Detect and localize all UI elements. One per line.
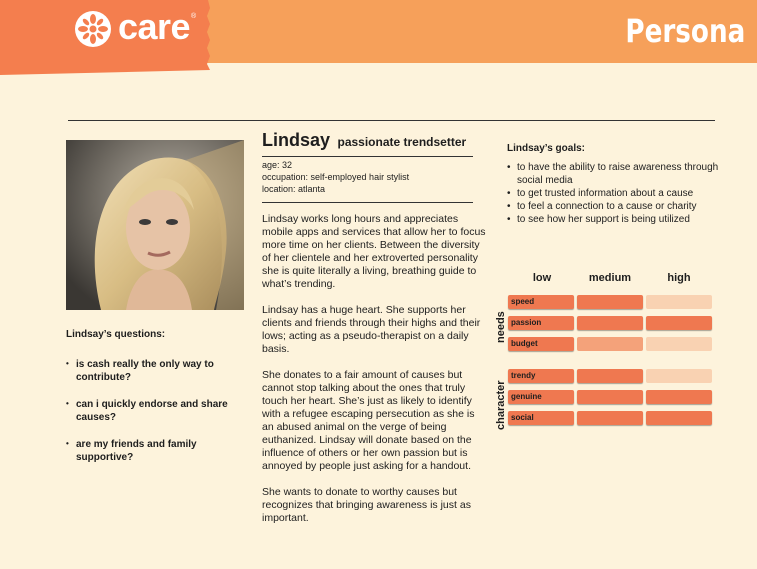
goals-section [507, 143, 722, 226]
matrix-cell [646, 390, 712, 404]
matrix-column-medium: medium [588, 272, 632, 284]
persona-name: Lindsay [262, 130, 331, 150]
matrix-cell [577, 295, 643, 309]
matrix-group-needs: needs [495, 310, 507, 343]
care-logo-text: care [118, 6, 191, 47]
care-logo-icon [74, 10, 112, 48]
matrix-group-character: character [495, 380, 507, 430]
matrix-cell [577, 411, 643, 425]
bio-paragraph: She donates to a fair amount of causes but cannot stop talking about the ones that truly touch her heart. She’s just as likely to identify with a refugee escaping persecution as she is an abused animal on the verge of being euthanized. Lindsay will donate based on the influence of others or her own passion but is annoyed by people just asking for a handout. [262, 369, 475, 472]
matrix-row-label: speed [511, 297, 535, 306]
questions-heading: Lindsay’s questions: [66, 329, 166, 340]
persona-occupation: occupation: self-employed hair stylist [262, 172, 410, 182]
registered-mark: ® [191, 13, 197, 20]
question-item: • can i quickly endorse and share causes? [66, 398, 246, 424]
matrix-row-label: budget [511, 339, 538, 348]
questions-section [66, 329, 246, 478]
matrix-cell [646, 295, 712, 309]
matrix-cell [577, 316, 643, 330]
goal-item: • to have the ability to raise awareness through social media [507, 161, 722, 187]
divider [68, 120, 715, 121]
divider [262, 156, 473, 157]
question-item: • are my friends and family supportive? [66, 438, 246, 464]
matrix-row-label: social [511, 413, 534, 422]
page-title: Persona [624, 12, 745, 50]
persona-bio [262, 213, 486, 538]
questions-list [66, 358, 246, 464]
matrix-column-high: high [667, 272, 691, 284]
persona-details [262, 159, 409, 195]
matrix-cell [646, 337, 712, 351]
goals-heading: Lindsay’s goals: [507, 143, 585, 154]
matrix-column-low: low [532, 272, 552, 284]
goals-list [507, 161, 722, 226]
matrix-cell [577, 369, 643, 383]
bio-paragraph: Lindsay works long hours and appreciates mobile apps and services that allow her to focus more time on her clients. Between the diversity of her clientele and her extroverted personality she is quite literally a living, breathing guide to what’s trending. [262, 213, 486, 290]
persona-photo [66, 140, 244, 310]
matrix-row-label: trendy [511, 371, 536, 380]
matrix-cell [646, 411, 712, 425]
goal-item: • to get trusted information about a cause [507, 187, 722, 200]
persona-age: age: 32 [262, 160, 293, 170]
matrix-row-label: passion [511, 318, 542, 327]
matrix-cell [577, 337, 643, 351]
persona-location: location: atlanta [262, 184, 326, 194]
matrix-row-label: genuine [511, 392, 542, 401]
matrix-cell [577, 390, 643, 404]
divider [262, 202, 473, 203]
goal-item: • to feel a connection to a cause or charity [507, 200, 722, 213]
bio-paragraph: Lindsay has a huge heart. She supports her clients and friends through their highs and their lows; acting as a pseudo-therapist on a daily basis. [262, 304, 481, 355]
persona-tagline: passionate trendsetter [337, 135, 467, 149]
bio-paragraph: She wants to donate to worthy causes but recognizes that bringing awareness is just as important. [262, 486, 471, 524]
matrix-cell [646, 316, 712, 330]
matrix-cell [646, 369, 712, 383]
persona-header [262, 130, 466, 151]
goal-item: • to see how her support is being utilized [507, 213, 722, 226]
question-item: • is cash really the only way to contribute? [66, 358, 246, 384]
